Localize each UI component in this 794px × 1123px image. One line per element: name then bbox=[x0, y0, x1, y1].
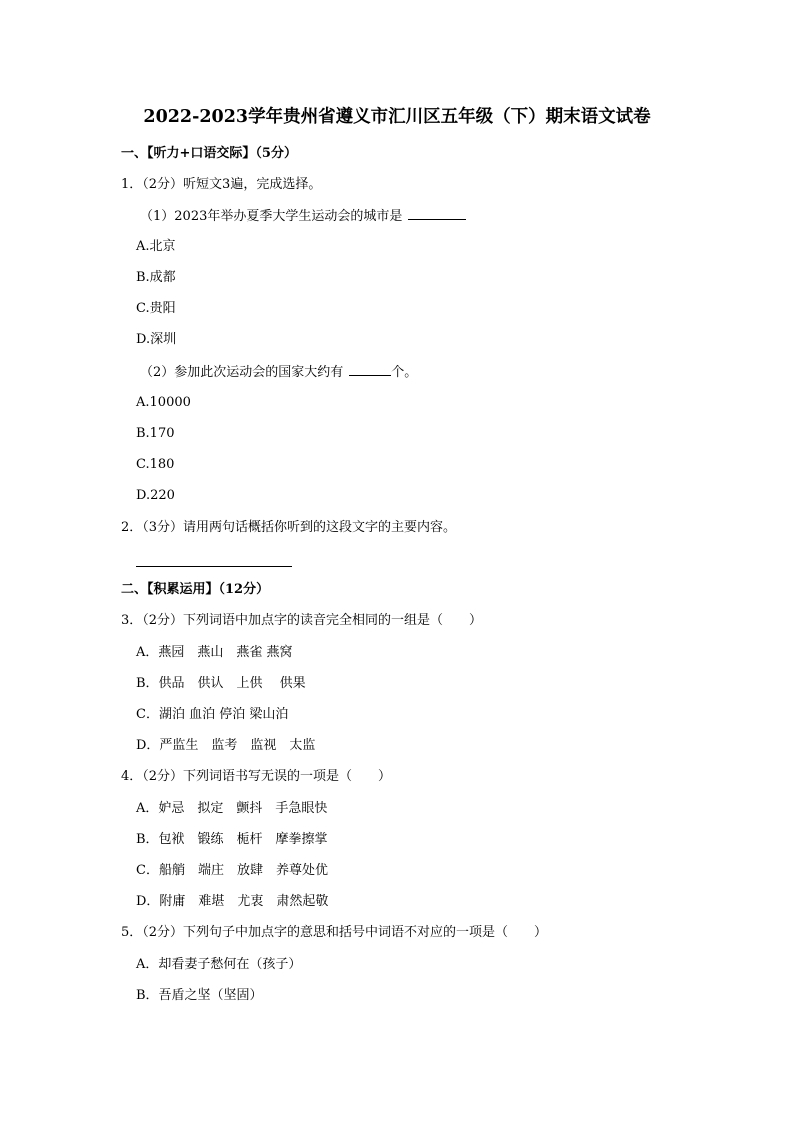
question-1-sub-2 bbox=[140, 363, 417, 382]
section-heading-accumulation: 二、【积累运用】（12分） bbox=[121, 582, 270, 597]
option-c: C.180 bbox=[136, 457, 175, 472]
option-a: A.10000 bbox=[136, 395, 191, 410]
answer-blank[interactable] bbox=[408, 207, 466, 220]
option-b: B．供品 供认 上供 供果 bbox=[136, 676, 306, 691]
option-b: B.成都 bbox=[136, 270, 176, 285]
option-a: A.北京 bbox=[136, 239, 176, 254]
option-c: C．船艄 端庄 放肆 养尊处优 bbox=[136, 863, 328, 878]
option-d: D.220 bbox=[136, 488, 175, 503]
question-1-sub-2-text: （2）参加此次运动会的国家大约有 bbox=[140, 365, 344, 380]
question-3-stem: 3．（2分）下列词语中加点字的读音完全相同的一组是（ ） bbox=[121, 613, 483, 628]
question-1-sub-2-suffix: 个。 bbox=[391, 365, 418, 380]
option-a: A．却看妻子愁何在（孩子） bbox=[136, 957, 302, 972]
section-heading-listening: 一、【听力+口语交际】（5分） bbox=[121, 146, 297, 161]
option-b: B.170 bbox=[136, 426, 175, 441]
page-title: 2022-2023学年贵州省遵义市汇川区五年级（下）期末语文试卷 bbox=[143, 107, 651, 127]
answer-line[interactable] bbox=[136, 566, 292, 567]
question-1-stem: 1．（2分）听短文3遍，完成选择。 bbox=[121, 177, 322, 192]
option-c: C．湖泊 血泊 停泊 梁山泊 bbox=[136, 707, 289, 722]
question-1-sub-1 bbox=[140, 207, 466, 226]
option-d: D.深圳 bbox=[136, 332, 177, 347]
option-d: D．附庸 难堪 尤衷 肃然起敬 bbox=[136, 894, 329, 909]
option-c: C.贵阳 bbox=[136, 301, 176, 316]
question-5-stem: 5．（2分）下列句子中加点字的意思和括号中词语不对应的一项是（ ） bbox=[121, 925, 548, 940]
question-2-stem: 2．（3分）请用两句话概括你听到的这段文字的主要内容。 bbox=[121, 520, 457, 535]
option-b: B．吾盾之坚（坚固） bbox=[136, 988, 263, 1003]
answer-blank[interactable] bbox=[349, 363, 391, 376]
question-4-stem: 4．（2分）下列词语书写无误的一项是（ ） bbox=[121, 769, 392, 784]
option-d: D．严监生 监考 监视 太监 bbox=[136, 738, 316, 753]
option-b: B．包袱 锻练 栀杆 摩拳擦掌 bbox=[136, 832, 328, 847]
option-a: A．燕园 燕山 燕雀 燕窝 bbox=[136, 645, 293, 660]
question-1-sub-1-text: （1）2023年举办夏季大学生运动会的城市是 bbox=[140, 209, 403, 224]
option-a: A．妒忌 拟定 颤抖 手急眼快 bbox=[136, 801, 328, 816]
